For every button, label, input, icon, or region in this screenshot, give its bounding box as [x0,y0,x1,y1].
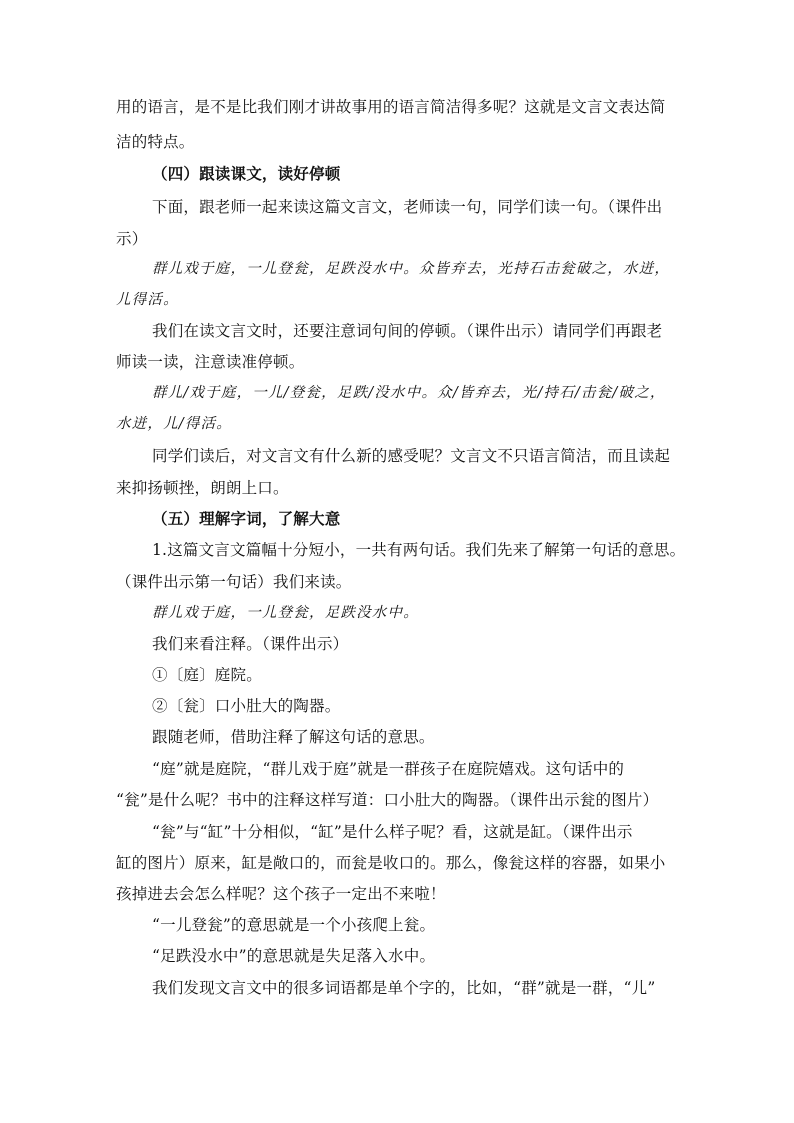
classical-text-pauses-line: 群儿/戏于庭，一儿/登瓮，足跌/没水中。众/皆弃去，光/持石/击瓮/破之， [152,385,666,401]
classical-text-pauses-line: 水迸，儿/得活。 [116,416,232,432]
classical-text-line: 群儿戏于庭，一儿登瓮，足跌没水中。 [152,605,419,621]
paragraph-line: 师读一读，注意读准停顿。 [116,353,305,371]
paragraph-line: “瓮”是什么呢？书中的注释这样写道：口小肚大的陶器。（课件出示瓮的图片） [116,791,659,809]
paragraph-line: “庭”就是庭院，“群儿戏于庭”就是一群孩子在庭院嬉戏。这句话中的 [152,760,625,778]
section-heading-4: （四）跟读课文，读好停顿 [152,165,341,183]
section-heading-5: （五）理解字词，了解大意 [152,510,341,528]
paragraph-line: 我们发现文言文中的很多词语都是单个字的，比如，“群”就是一群，“儿” [152,979,656,997]
paragraph-line: 我们在读文言文时，还要注意词句间的停顿。（课件出示）请同学们再跟老 [152,322,663,340]
paragraph-line: 我们来看注释。（课件出示） [152,635,349,653]
paragraph-line: 孩掉进去会怎么样呢？这个孩子一定出不来啦！ [116,885,446,903]
paragraph-line: 示） [116,230,148,248]
paragraph-line: 缸的图片）原来，缸是敞口的，而瓮是收口的。那么，像瓮这样的容器，如果小 [116,854,666,872]
paragraph-line: “一儿登瓮”的意思就是一个小孩爬上瓮。 [152,916,436,934]
paragraph-line: 同学们读后，对文言文有什么新的感受呢？文言文不只语言简洁，而且读起 [152,447,671,465]
paragraph-line: 用的语言，是不是比我们刚才讲故事用的语言简洁得多呢？这就是文言文表达简 [116,98,666,116]
paragraph-line: （课件出示第一句话）我们来读。 [116,573,352,591]
annotation-line: ②〔瓮〕口小肚大的陶器。 [152,697,341,715]
classical-text-line: 儿得活。 [116,292,179,308]
paragraph-line: 跟随老师，借助注释了解这句话的意思。 [152,728,435,746]
annotation-line: ①〔庭〕庭院。 [152,666,262,684]
paragraph-line: 洁的特点。 [116,133,195,151]
paragraph-line: 1.这篇文言文篇幅十分短小，一共有两句话。我们先来了解第一句话的意思。 [152,541,686,559]
paragraph-line: 下面，跟老师一起来读这篇文言文，老师读一句，同学们读一句。（课件出 [152,198,663,216]
paragraph-line: “瓮”与“缸”十分相似，“缸”是什么样子呢？看，这就是缸。（课件出示 [152,823,633,841]
paragraph-line: “足跌没水中”的意思就是失足落入水中。 [152,947,436,965]
paragraph-line: 来抑扬顿挫，朗朗上口。 [116,479,289,497]
classical-text-line: 群儿戏于庭，一儿登瓮，足跌没水中。众皆弃去，光持石击瓮破之，水迸， [152,261,671,277]
